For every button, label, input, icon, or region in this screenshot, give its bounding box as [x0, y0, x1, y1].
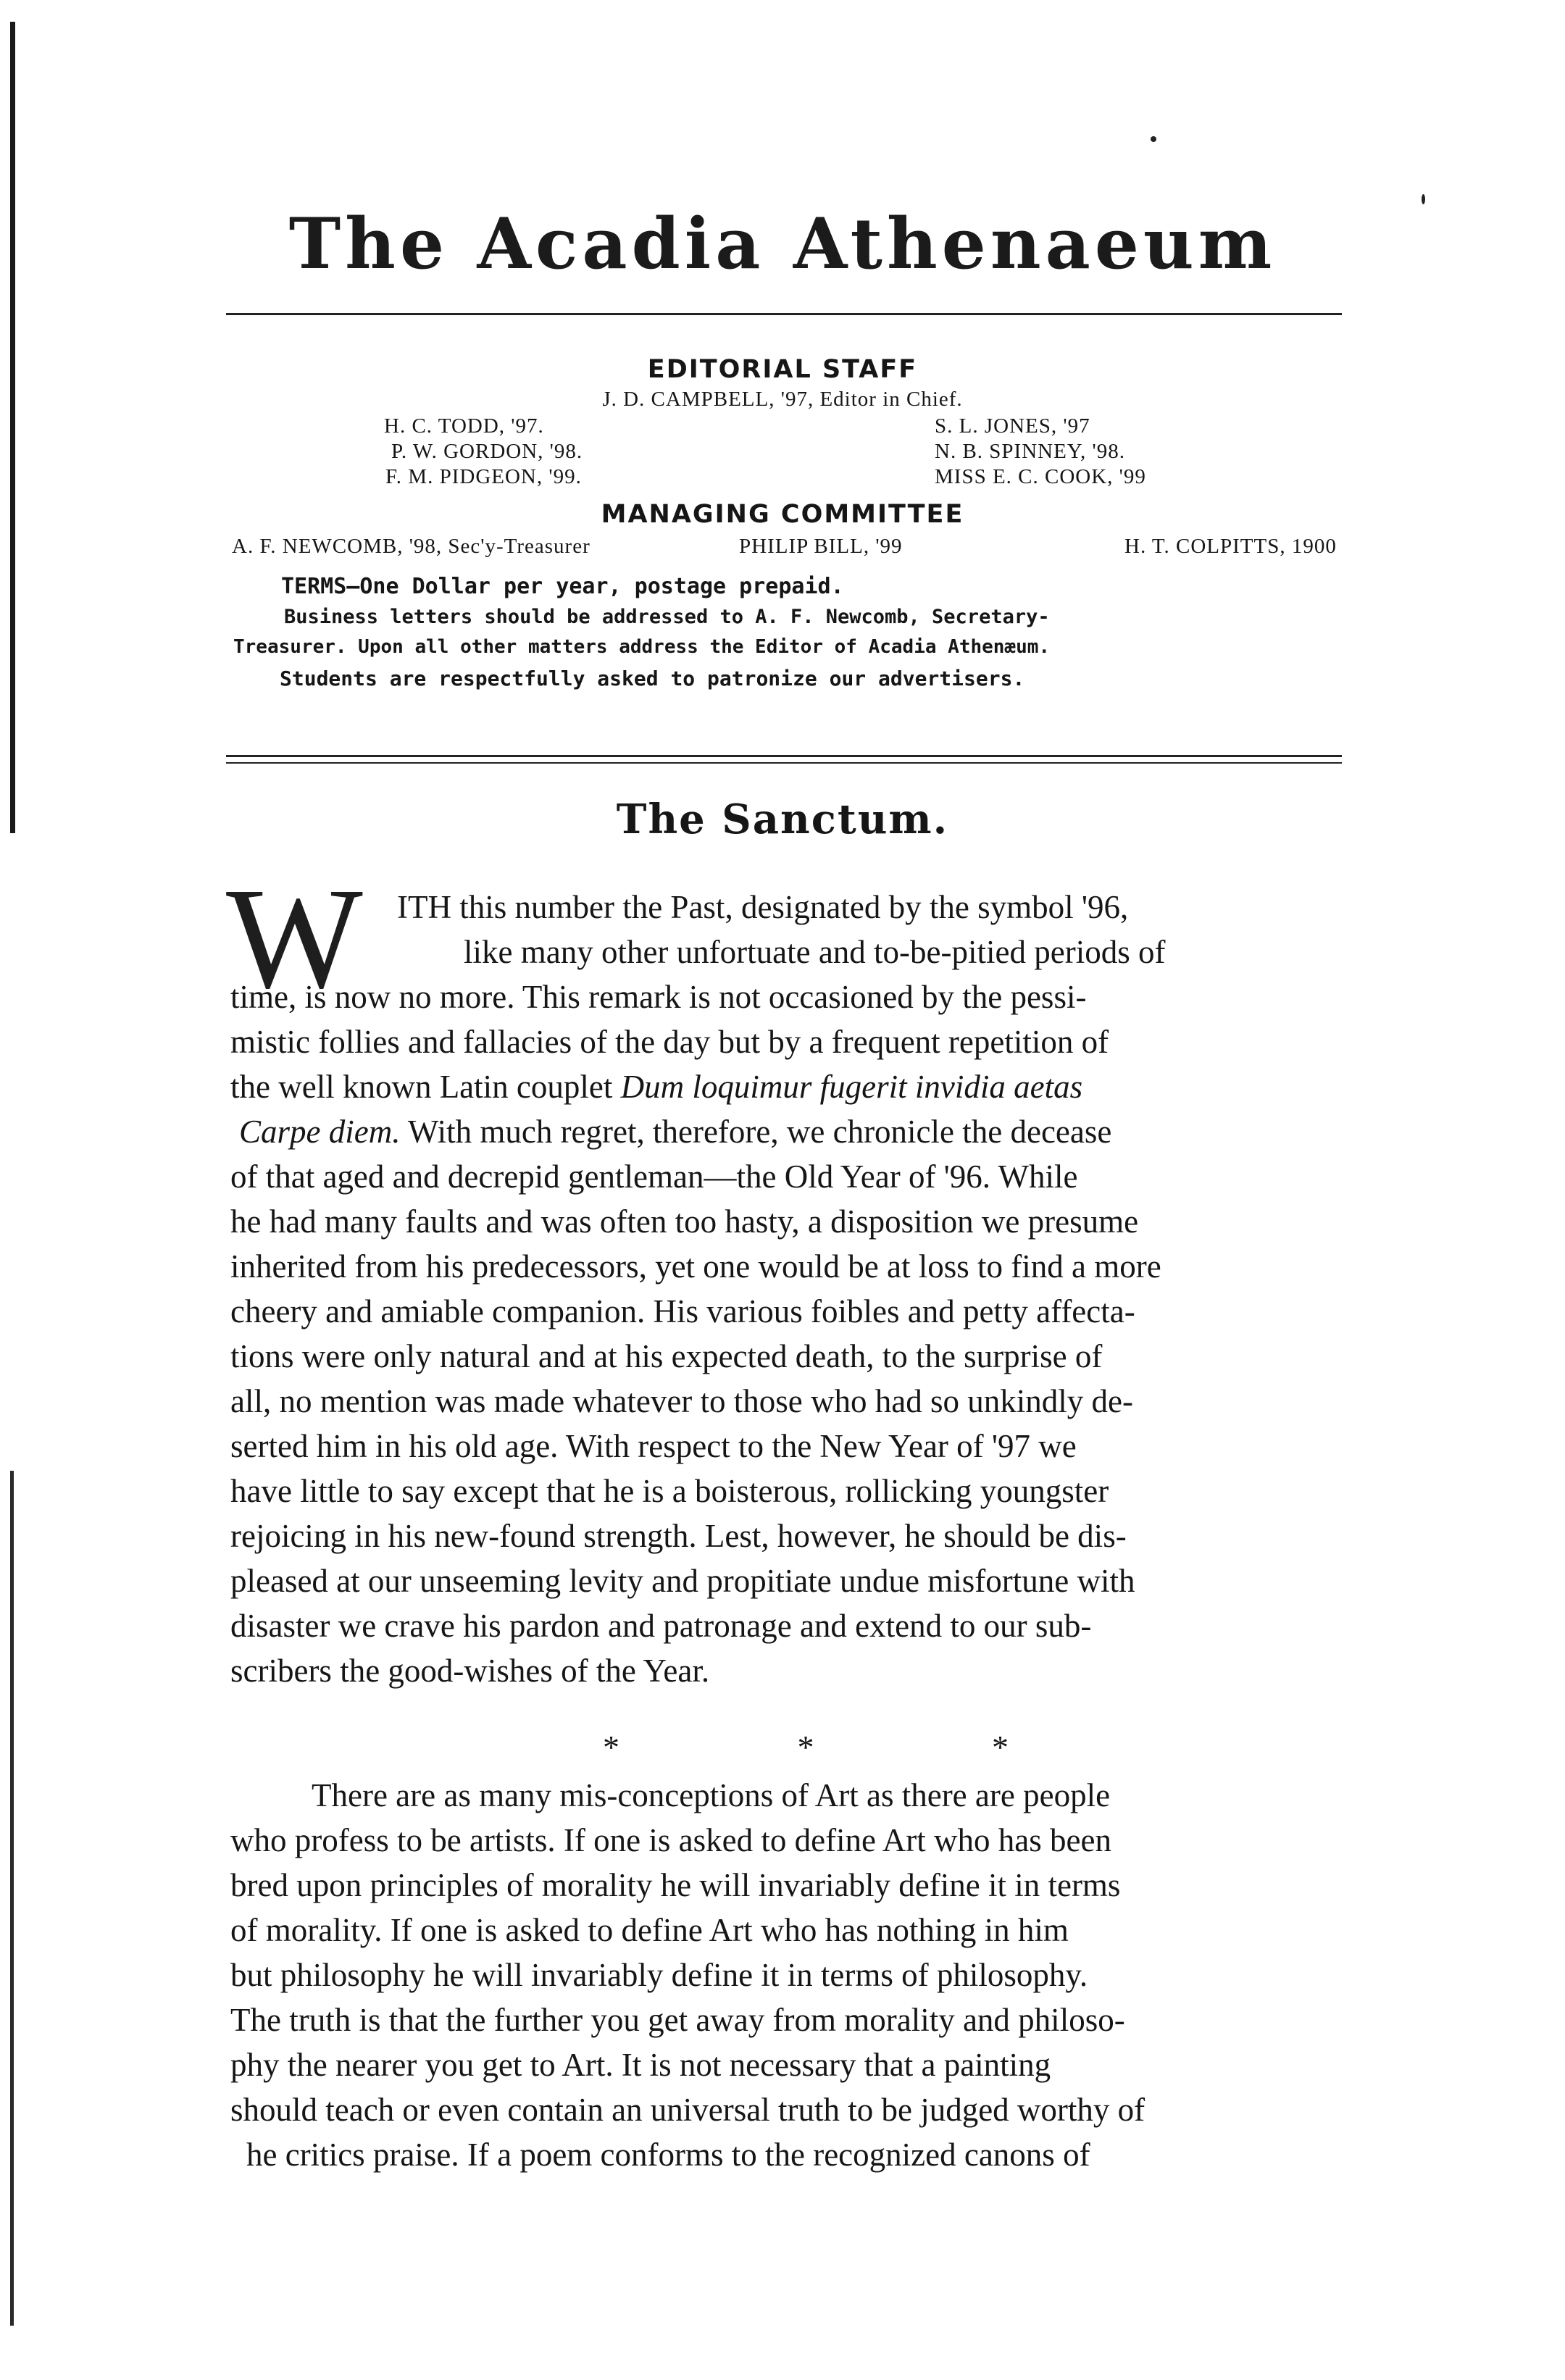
article-line [239, 1113, 1111, 1151]
article-line: who profess to be artists. If one is asked to define Art who has been [230, 1822, 1111, 1858]
latin-couplet-lead: the well known Latin couplet [230, 1069, 621, 1105]
committee-member: H. T. COLPITTS, 1900 [1124, 535, 1337, 558]
article-line: rejoicing in his new-found strength. Lest, however, he should be dis- [230, 1518, 1127, 1554]
editorial-staff-heading: EDITORIAL STAFF [647, 355, 918, 384]
staff-member: S. L. JONES, '97 [935, 414, 1090, 438]
article-line: disaster we crave his pardon and patronage and extend to our sub- [230, 1608, 1092, 1644]
article-line: but philosophy he will invariably define it in terms of philosophy. [230, 1957, 1088, 1993]
article-line: time, is now no more. This remark is not occasioned by the pessi- [230, 979, 1087, 1015]
terms-line: Business letters should be addressed to A. F. Newcomb, Secretary- [284, 606, 1050, 628]
terms-line: Treasurer. Upon all other matters address the Editor of Acadia Athenæum. [233, 636, 1051, 658]
masthead-rule [226, 313, 1342, 315]
section-title: The Sanctum. [616, 796, 949, 843]
article-line [230, 1068, 1082, 1106]
article-line: serted him in his old age. With respect to the New Year of '97 we [230, 1428, 1077, 1464]
article-line: bred upon principles of morality he will invariably define it in terms [230, 1867, 1121, 1903]
latin-phrase: Carpe diem. [239, 1114, 401, 1150]
committee-member: A. F. NEWCOMB, '98, Sec'y-Treasurer [232, 535, 590, 558]
staff-member: P. W. GORDON, '98. [391, 440, 583, 463]
staff-member: MISS E. C. COOK, '99 [935, 465, 1146, 488]
article-line-rest: With much regret, therefore, we chronicle the decease [400, 1114, 1112, 1150]
article-line: he critics praise. If a poem conforms to the recognized canons of [246, 2137, 1090, 2173]
asterisk: * [603, 1729, 619, 1766]
article-line: all, no mention was made whatever to those who had so unkindly de- [230, 1383, 1133, 1419]
staff-member: F. M. PIDGEON, '99. [385, 465, 582, 488]
article-line: like many other unfortuate and to-be-pitied periods of [464, 934, 1166, 970]
article-line: inherited from his predecessors, yet one would be at loss to find a more [230, 1248, 1161, 1285]
masthead-title: The Acadia Athenaeum [288, 203, 1277, 285]
article-line: he had many faults and was often too hasty, a disposition we presume [230, 1203, 1139, 1240]
header-rule-double [226, 762, 1342, 764]
terms-line: TERMS—One Dollar per year, postage prepaid. [281, 574, 844, 599]
scan-speck [1151, 136, 1156, 142]
header-rule [226, 755, 1342, 757]
article-line: There are as many mis-conceptions of Art as there are people [312, 1777, 1111, 1813]
committee-member: PHILIP BILL, '99 [739, 535, 903, 558]
article-line: scribers the good-wishes of the Year. [230, 1653, 710, 1689]
article-line: mistic follies and fallacies of the day but by a frequent repetition of [230, 1024, 1109, 1060]
drop-cap: W [226, 859, 363, 1019]
section-separator [603, 1728, 1009, 1766]
staff-member: N. B. SPINNEY, '98. [935, 440, 1125, 463]
article-line: should teach or even contain an universal truth to be judged worthy of [230, 2092, 1145, 2128]
article-line: of morality. If one is asked to define Art who has nothing in him [230, 1912, 1069, 1948]
article-line: of that aged and decrepid gentleman—the Old Year of '96. While [230, 1158, 1078, 1195]
managing-committee-heading: MANAGING COMMITTEE [601, 500, 964, 529]
article-line: phy the nearer you get to Art. It is not necessary that a painting [230, 2047, 1051, 2083]
asterisk: * [992, 1729, 1009, 1766]
scan-speck [1422, 194, 1425, 204]
article-line: ITH this number the Past, designated by the symbol '96, [397, 889, 1129, 925]
editor-in-chief: J. D. CAMPBELL, '97, Editor in Chief. [602, 388, 963, 411]
article-line: cheery and amiable companion. His various foibles and petty affecta- [230, 1293, 1135, 1329]
asterisk: * [797, 1729, 814, 1766]
article-line: tions were only natural and at his expected death, to the surprise of [230, 1338, 1103, 1374]
article-line: The truth is that the further you get away from morality and philoso- [230, 2002, 1125, 2038]
latin-couplet: Dum loquimur fugerit invidia aetas [620, 1069, 1083, 1105]
article-line: pleased at our unseeming levity and propitiate undue misfortune with [230, 1563, 1135, 1599]
scan-edge-lower [10, 1471, 14, 2326]
scan-edge-upper [10, 22, 15, 833]
terms-line: Students are respectfully asked to patronize our advertisers. [280, 667, 1025, 690]
article-line: have little to say except that he is a boisterous, rollicking youngster [230, 1473, 1109, 1509]
staff-member: H. C. TODD, '97. [384, 414, 544, 438]
